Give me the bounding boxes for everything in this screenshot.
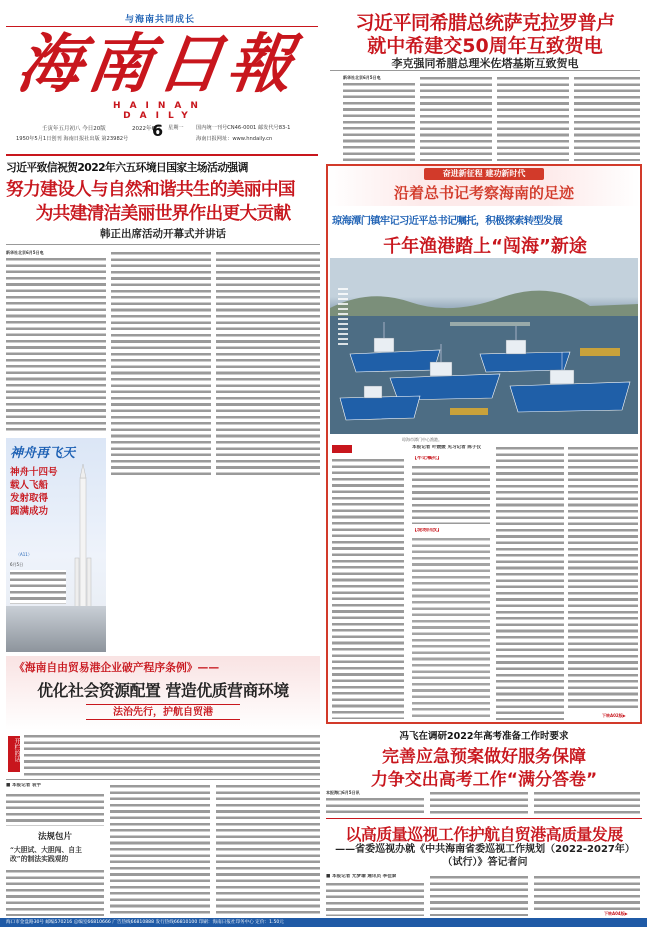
env-body-col-2: [111, 250, 211, 476]
shenzhou-date: 6月5日: [10, 562, 24, 567]
fishing-left-column: [332, 445, 404, 721]
exam-col-3: [534, 790, 640, 814]
patrol-continued: 下转A04版▶: [604, 911, 628, 916]
patrol-col-1: [326, 881, 424, 916]
issue-date: 2022年6月: [132, 126, 161, 132]
issue-day: 6: [152, 121, 164, 140]
env-body-col-1: [6, 256, 106, 432]
fishing-col-3: [496, 445, 564, 720]
exam-title-1: 完善应急预案做好服务保障: [382, 747, 586, 767]
env-body-col-3: [216, 250, 320, 476]
ftp-quote-line-1: “大胆试、大胆闯、自主: [10, 846, 82, 854]
masthead-rule: [6, 154, 318, 156]
fishing-col-2-b: [412, 536, 490, 720]
ftp-col-1: [6, 792, 104, 826]
newspaper-title: 海南日報: [12, 27, 304, 102]
site-line: 海南日报网址：www.hndaily.cn: [196, 136, 273, 142]
exam-title-2: 力争交出高考工作“满分答卷”: [370, 770, 598, 790]
ftp-side-label: [8, 736, 20, 772]
shenzhou-headline-line-1: 神舟十四号: [10, 467, 58, 478]
footer-text: 海口市金盘路30号 邮编570216 总编室66810666 广告热线66810888 发行热线66810100 印刷：海南日报社印务中心 定价：1.50元: [6, 920, 284, 925]
env-subtitle: 韩正出席活动开幕式并讲话: [100, 228, 226, 240]
shenzhou-caption: [10, 570, 66, 604]
fishing-banner-main: 沿着总书记考察海南的足迹: [393, 184, 574, 202]
shenzhou-headline-line-2: 载人飞船: [10, 480, 49, 491]
shenzhou-headline-line-3: 发射取得: [10, 493, 49, 504]
lead-dateline: 新华社北京6月5日电: [343, 75, 381, 80]
slogan: 与海南共同成长: [124, 15, 195, 25]
shenzhou-headline-line-4: 圆满成功: [10, 506, 49, 517]
patrol-col-3: [534, 874, 640, 910]
ftp-side-label-text: 开栏的话: [13, 738, 20, 762]
ftp-intro-text: [24, 733, 320, 777]
lead-title-1: 习近平同希腊总统萨克拉罗普卢: [355, 12, 615, 34]
patrol-col-2: [430, 874, 528, 916]
issn-line: 国内统一刊号CN46-0001 邮发代号83-1: [196, 125, 291, 131]
fishing-kicker: 琼海潭门镇牢记习近平总书记嘱托，积极探索转型发展: [332, 216, 563, 227]
ftp-col-2: [110, 783, 210, 916]
newspaper-pinyin: HAINAN DAILY: [113, 101, 207, 121]
lead-title-2: 就中希建交50周年互致贺电: [367, 35, 603, 57]
shenzhou-headline: [10, 466, 66, 518]
ftp-title-quote: 《海南自由贸易港企业破产程序条例》——: [14, 661, 220, 674]
ftp-item-title: 法规包片: [37, 832, 72, 842]
ftp-byline: ■ 本报记者 袁宇: [6, 783, 42, 788]
patrol-title: 以高质量巡视工作护航自贸港高质量发展: [345, 825, 623, 844]
lead-body-col-3: [497, 75, 569, 161]
fishing-section-1: 【牢记嘱托】: [412, 456, 443, 461]
fishing-port-photo: [330, 258, 638, 434]
env-kicker: 习近平致信祝贺2022年六五环境日国家主场活动强调: [6, 161, 248, 174]
ftp-badge-text: 法治先行，护航自贸港: [113, 707, 213, 718]
fishing-continued: 下转A02版▶: [602, 713, 626, 718]
ftp-col-1-b: [6, 868, 104, 916]
ftp-badge: [86, 704, 240, 720]
exam-rule: [326, 818, 642, 819]
lead-rule: [330, 70, 640, 71]
exam-kicker: 冯飞在调研2022年高考准备工作时要求: [399, 731, 569, 742]
photo-vertical-caption: [338, 288, 348, 348]
lead-subtitle: 李克强同希腊总理米佐塔基斯互致贺电: [391, 57, 579, 70]
fishing-title: 千年渔港踏上“闯海”新途: [383, 236, 587, 257]
ftp-quote-line-2: 改”的制法实践观的: [10, 855, 69, 863]
fishing-col-4: [568, 445, 638, 711]
lead-body-col-1: [343, 81, 415, 161]
shenzhou-title: 神舟再飞天: [10, 446, 76, 461]
ftp-col-3: [216, 783, 320, 916]
fishing-byline: 本报记者 叶媛媛 见习记者 陈子仪: [412, 445, 482, 450]
lead-body-col-4: [574, 75, 640, 161]
fishing-banner: [328, 166, 640, 206]
env-title-1: 努力建设人与自然和谐共生的美丽中国: [6, 179, 295, 200]
ftp-rule: [6, 779, 320, 780]
ftp-quote: [10, 846, 104, 864]
fishing-section-2: 【现场回放】: [412, 528, 443, 533]
env-dateline: 新华社北京6月5日电: [6, 250, 44, 255]
fishing-left-body: [332, 457, 404, 719]
shenzhou-page-ref: （A11）: [16, 552, 32, 557]
exam-col-2: [430, 790, 528, 814]
env-rule: [6, 244, 320, 245]
fishing-tag: [332, 445, 352, 453]
exam-col-1: [326, 796, 424, 814]
patrol-subtitle: ——省委巡视办就《中共海南省委巡视工作规划（2022-2027年）（试行）》答记者问: [335, 844, 635, 868]
shenzhou-box: [6, 438, 106, 652]
fishing-col-2-a: [412, 464, 490, 524]
fishing-banner-top-text: 奋进新征程 建功新时代: [442, 169, 526, 178]
lead-body-col-2: [420, 75, 492, 161]
fishing-photo-caption: 琼海市潭门中心渔港。: [402, 437, 442, 442]
founded-line: 1950年5月1日创刊 海南日报社出版 第23982号: [16, 136, 129, 142]
exam-dateline: 本报海口6月5日讯: [326, 790, 360, 795]
date-line: 壬寅年五月初八 今日20版: [42, 126, 106, 132]
weekday: 星期一: [168, 125, 184, 131]
ftp-title: 优化社会资源配置 营造优质营商环境: [37, 681, 289, 700]
shenzhou-ground: [6, 606, 106, 652]
patrol-byline: ■ 本报记者 尤梦瑜 通讯员 李佳斌: [326, 874, 397, 879]
env-title-2: 为共建清洁美丽世界作出更大贡献: [35, 203, 291, 224]
